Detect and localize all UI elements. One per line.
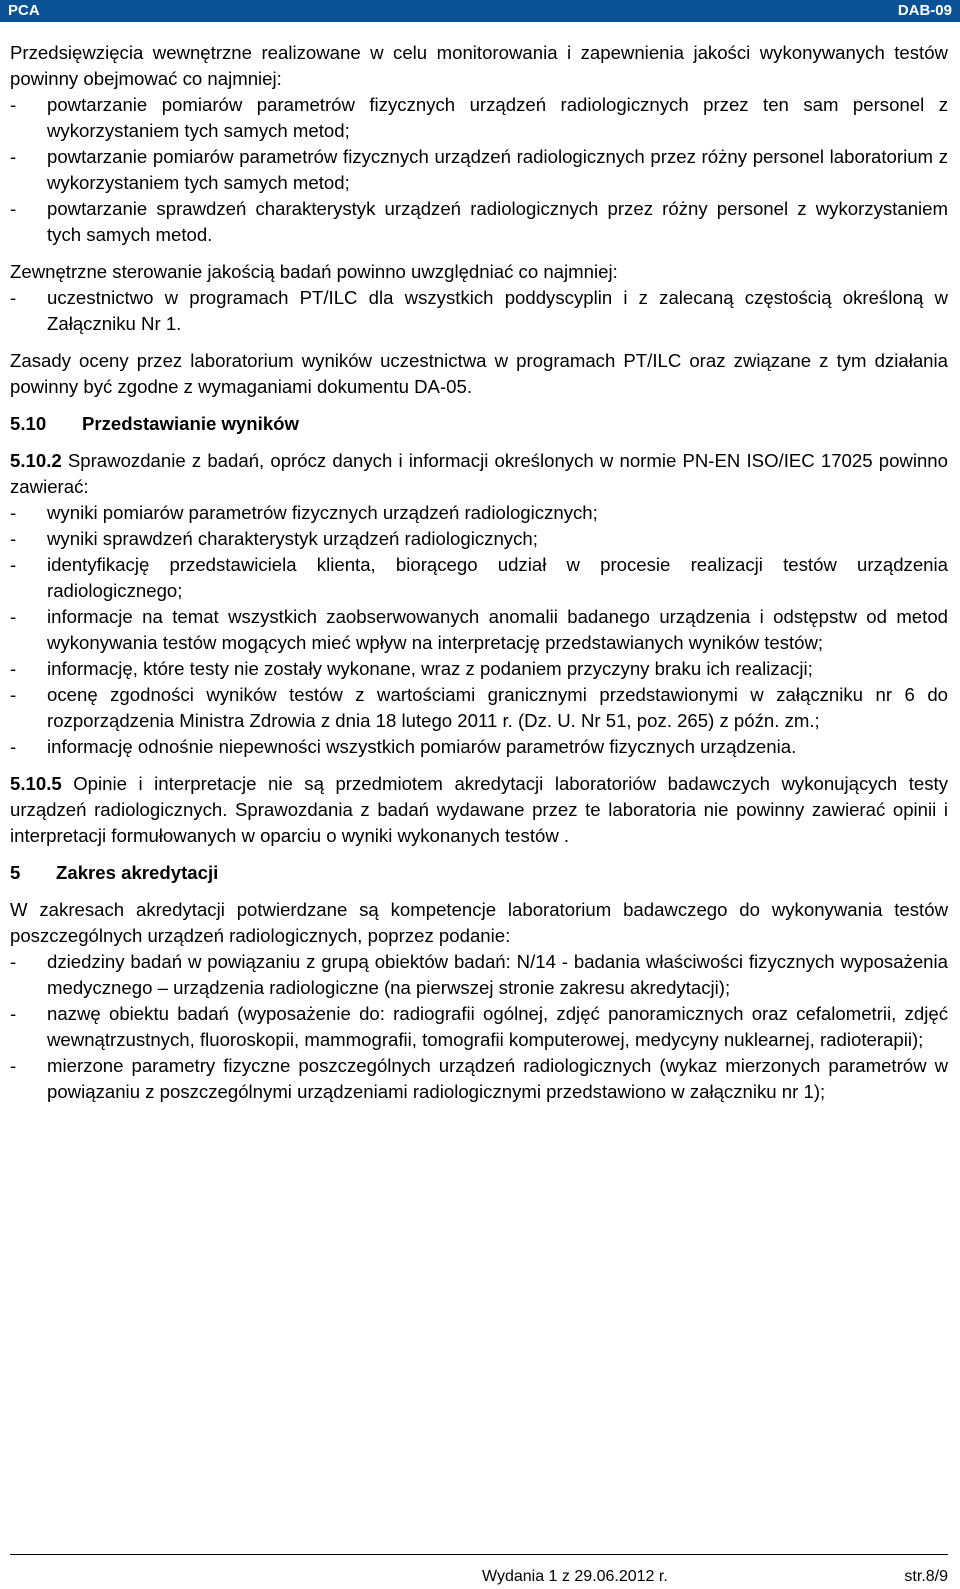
paragraph-ptilc-rules: Zasady oceny przez laboratorium wyników uczestnictwa w programach PT/ILC oraz związane z tym działania powinny być zgodne z wymaganiami dokumentu DA-05. [10,350,948,397]
paragraph-internal-qc: Przedsięwzięcia wewnętrzne realizowane w celu monitorowania i zapewnienia jakości wykonywanych testów powinny obejmować co najmniej: [10,42,948,89]
list-item: - informację, które testy nie zostały wykonane, wraz z podaniem przyczyny braku ich realizacji; [10,658,813,679]
list-item: - wyniki sprawdzeń charakterystyk urządzeń radiologicznych; [10,528,538,549]
list-item: - informację odnośnie niepewności wszystkich pomiarów parametrów fizycznych urządzenia. [10,736,797,757]
paragraph-accreditation-scope: W zakresach akredytacji potwierdzane są kompetencje laboratorium badawczego do wykonywania testów poszczególnych urządzeń radiologicznych, poprzez podanie: [10,899,948,946]
list-item: - informacje na temat wszystkich zaobserwowanych anomalii badanego urządzenia i odstępstw od metod wykonywania testów mogących mieć wpływ na interpretację przedstawianych wyników testów; [10,606,948,653]
section-heading-5-10: 5.10 Przedstawianie wyników [10,413,299,434]
list-item: - uczestnictwo w programach PT/ILC dla wszystkich poddyscyplin i z zalecaną częstością określoną w Załączniku Nr 1. [10,287,948,334]
header-right-label: DAB-09 [897,2,952,19]
list-item: - wyniki pomiarów parametrów fizycznych urządzeń radiologicznych; [10,502,598,523]
list-item: - powtarzanie sprawdzeń charakterystyk urządzeń radiologicznych przez różny personel z wykorzystaniem tych samych metod. [10,198,948,245]
list-item: - ocenę zgodności wyników testów z wartościami granicznymi przedstawionymi w załączniku nr 6 do rozporządzenia Ministra Zdrowia z dnia 18 lutego 2011 r. (Dz. U. Nr 51, poz. 265) z późn. zm.; [10,684,948,731]
footer-edition: Wydania 1 z 29.06.2012 r. [482,1568,668,1585]
document-body [10,40,948,1105]
paragraph-external-qc: Zewnętrzne sterowanie jakością badań powinno uwzględniać co najmniej: [10,261,618,282]
footer-divider [10,1554,948,1555]
list-item: - nazwę obiektu badań (wyposażenie do: radiografii ogólnej, zdjęć panoramicznych oraz cefalometrii, zdjęć wewnątrzustnych, fluoroskopii, mammografii, tomografii komputerowej, medycyny nuklearnej, radioterapii); [10,1003,948,1050]
list-item: - powtarzanie pomiarów parametrów fizycznych urządzeń radiologicznych przez ten sam personel z wykorzystaniem tych samych metod; [10,94,948,141]
paragraph-5-10-5: 5.10.5 Opinie i interpretacje nie są przedmiotem akredytacji laboratoriów badawczych wykonujących testy urządzeń radiologicznych. Sprawozdania z badań wydawane przez te laboratoria nie powinny zawierać opinii i interpretacji formułowanych w oparciu o wyniki wykonanych testów . [10,773,948,846]
list-item: - identyfikację przedstawiciela klienta, biorącego udział w procesie realizacji testów urządzenia radiologicznego; [10,554,948,601]
section-heading-5: 5 Zakres akredytacji [10,862,219,883]
list-item: - powtarzanie pomiarów parametrów fizycznych urządzeń radiologicznych przez różny personel laboratorium z wykorzystaniem tych samych metod; [10,146,948,193]
list-item: - dziedziny badań w powiązaniu z grupą obiektów badań: N/14 - badania właściwości fizycznych wyposażenia medycznego – urządzenia radiologiczne (na pierwszej stronie zakresu akredytacji); [10,951,948,998]
header-bar [0,0,960,22]
paragraph-5-10-2: 5.10.2 Sprawozdanie z badań, oprócz danych i informacji określonych w normie PN-EN ISO/IEC 17025 powinno zawierać: [10,450,948,497]
list-item: - mierzone parametry fizyczne poszczególnych urządzeń radiologicznych (wykaz mierzonych parametrów w powiązaniu z poszczególnymi urządzeniami radiologicznymi przedstawiono w załączniku nr 1); [10,1055,948,1102]
footer-page-number: str.8/9 [904,1568,948,1585]
header-left-label: PCA [8,2,40,19]
